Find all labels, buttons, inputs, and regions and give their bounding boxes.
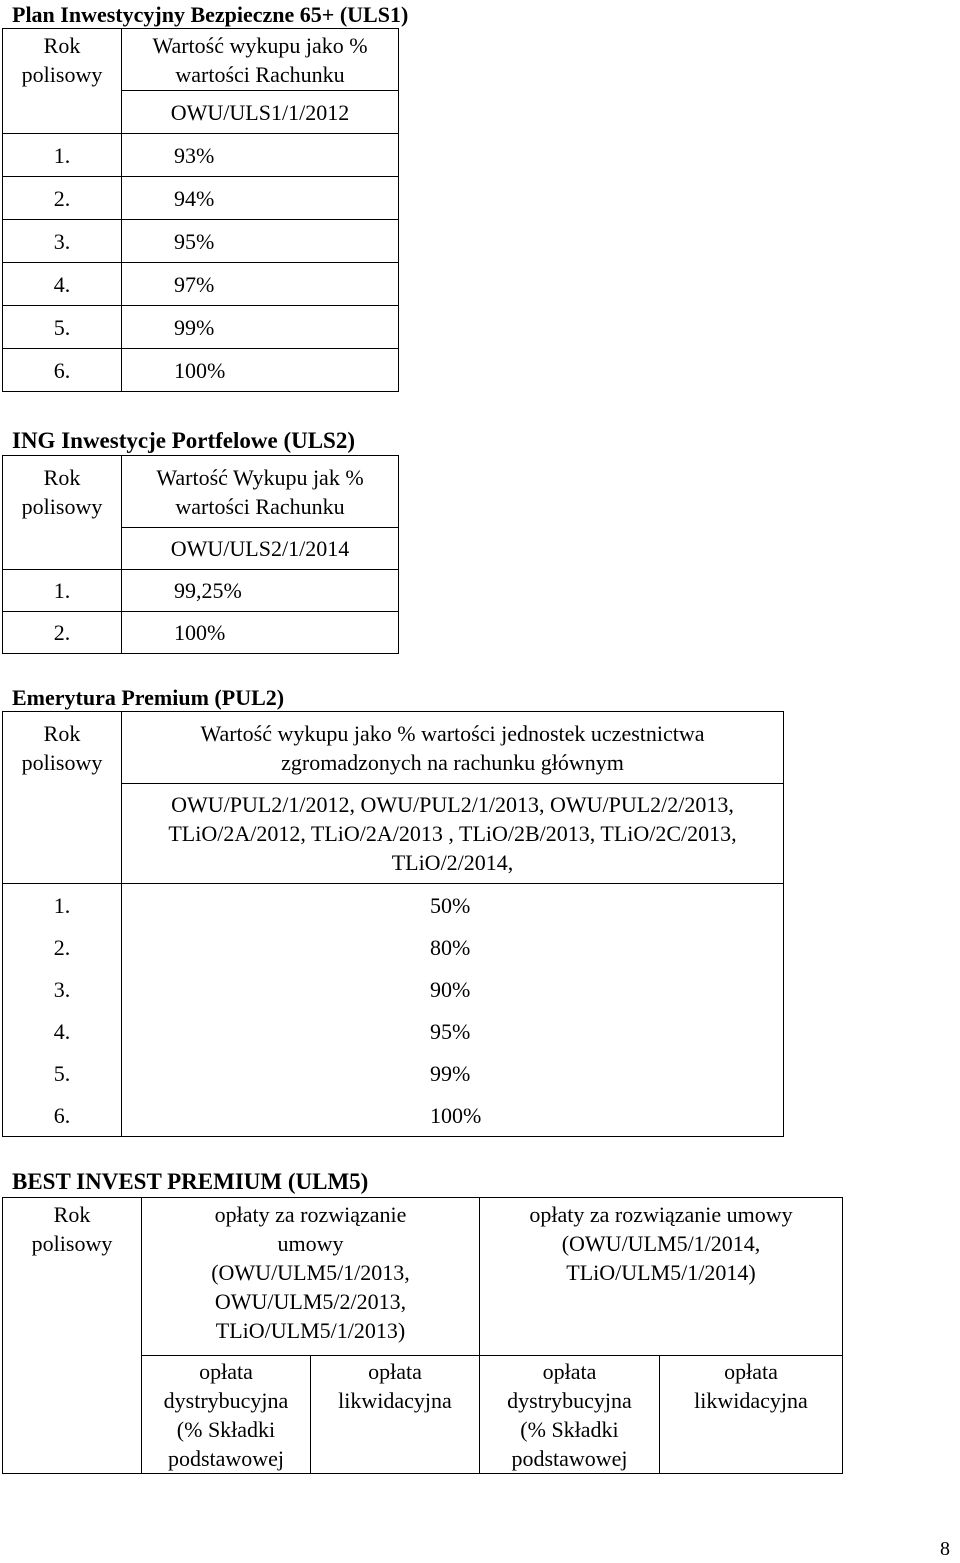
header-rok-polisowy: Rok polisowy bbox=[3, 712, 122, 784]
table-row: 1. 99,25% bbox=[3, 570, 399, 612]
table-row: 6. 100% bbox=[3, 1095, 784, 1137]
page-number: 8 bbox=[940, 1538, 950, 1560]
header-oplaty-2014: opłaty za rozwiązanie umowy (OWU/ULM5/1/2014, TLiO/ULM5/1/2014) bbox=[480, 1198, 843, 1356]
subheader-owu: OWU/ULS2/1/2014 bbox=[122, 528, 399, 570]
table-row: 2. 100% bbox=[3, 612, 399, 654]
subheader-owu: OWU/ULS1/1/2012 bbox=[122, 91, 399, 134]
header-oplata-dystrybucyjna: opłata dystrybucyjna (% Składki podstawowej bbox=[480, 1356, 660, 1474]
header-wartosc-wykupu: Wartość Wykupu jak % wartości Rachunku bbox=[122, 456, 399, 528]
section-title-uls1: Plan Inwestycyjny Bezpieczne 65+ (ULS1) bbox=[12, 2, 409, 27]
table-row: 4. 97% bbox=[3, 263, 399, 306]
subheader-owu: OWU/PUL2/1/2012, OWU/PUL2/1/2013, OWU/PUL2/2/2013, TLiO/2A/2012, TLiO/2A/2013 , TLiO/2B/2013, TLiO/2C/2013, TLiO/2/2014, bbox=[122, 784, 784, 884]
header-wartosc-wykupu: Wartość wykupu jako % wartości jednostek uczestnictwa zgromadzonych na rachunku głównym bbox=[122, 712, 784, 784]
table-pul2 bbox=[2, 711, 784, 1137]
table-row: 2. 80% bbox=[3, 927, 784, 969]
header-rok-polisowy: Rok polisowy bbox=[3, 456, 122, 528]
section-title-ulm5: BEST INVEST PREMIUM (ULM5) bbox=[12, 1169, 369, 1194]
table-uls1 bbox=[2, 28, 399, 392]
header-oplata-likwidacyjna: opłata likwidacyjna bbox=[311, 1356, 480, 1474]
table-row: 2. 94% bbox=[3, 177, 399, 220]
header-rok-polisowy: Rok polisowy bbox=[3, 1198, 142, 1474]
header-wartosc-wykupu: Wartość wykupu jako % wartości Rachunku bbox=[122, 29, 399, 91]
table-uls2 bbox=[2, 455, 399, 654]
table-row: 6. 100% bbox=[3, 349, 399, 392]
table-row: 5. 99% bbox=[3, 1053, 784, 1095]
header-rok-polisowy: Rok polisowy bbox=[3, 29, 122, 91]
table-row: 1. 93% bbox=[3, 134, 399, 177]
table-row: 1. 50% bbox=[3, 884, 784, 927]
header-oplata-dystrybucyjna: opłata dystrybucyjna (% Składki podstawowej bbox=[142, 1356, 311, 1474]
table-row: 4. 95% bbox=[3, 1011, 784, 1053]
section-title-pul2: Emerytura Premium (PUL2) bbox=[12, 685, 285, 710]
table-ulm5 bbox=[2, 1197, 843, 1474]
table-row: 3. 95% bbox=[3, 220, 399, 263]
header-oplaty-2013: opłaty za rozwiązanie umowy (OWU/ULM5/1/2013, OWU/ULM5/2/2013, TLiO/ULM5/1/2013) bbox=[142, 1198, 480, 1356]
section-title-uls2: ING Inwestycje Portfelowe (ULS2) bbox=[12, 428, 356, 453]
header-oplata-likwidacyjna: opłata likwidacyjna bbox=[660, 1356, 843, 1474]
table-row: 3. 90% bbox=[3, 969, 784, 1011]
table-row: 5. 99% bbox=[3, 306, 399, 349]
